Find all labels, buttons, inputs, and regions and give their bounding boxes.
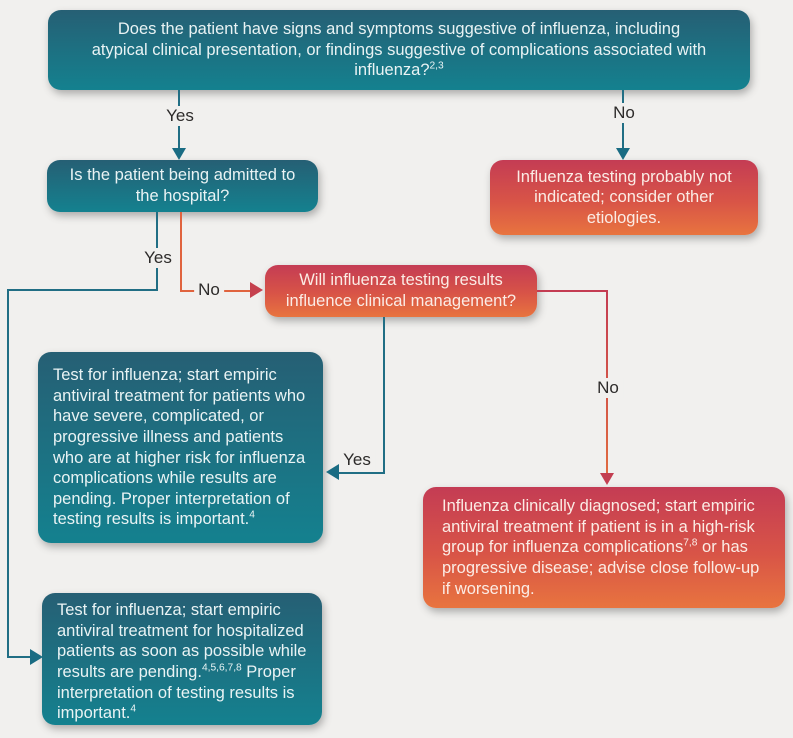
- arrow-right-icon: [30, 649, 43, 665]
- node-clinical-diagnosis: [423, 487, 785, 608]
- node-text: Influenza testing probably not indicated; consider other etiologies.: [516, 167, 732, 227]
- connector-admit-yes-h1: [7, 289, 158, 291]
- connector-will-yes-h: [339, 472, 385, 474]
- connector-will-no-h: [537, 290, 608, 292]
- connector-will-yes-v: [383, 317, 385, 473]
- connector-admit-no-v: [180, 212, 182, 292]
- node-test-higher-risk-patients: [38, 352, 323, 543]
- edge-label-no: No: [593, 378, 623, 398]
- edge-label-no: No: [609, 103, 639, 123]
- node-testing-not-indicated: [490, 160, 758, 235]
- node-influenza-signs-question: [48, 10, 750, 90]
- edge-label-no: No: [194, 280, 224, 300]
- arrow-down-icon: [600, 473, 614, 485]
- edge-label-yes: Yes: [339, 450, 375, 470]
- edge-label-yes: Yes: [140, 248, 176, 268]
- arrow-down-icon: [616, 148, 630, 160]
- edge-label-yes: Yes: [162, 106, 198, 126]
- node-text: Influenza clinically diagnosed; start empiric antiviral treatment if patient is in a high-risk group for influenza complications$^{7,8}$ or has progressive disease; advise close follow-up if worsening.: [442, 497, 760, 598]
- node-admission-question: [47, 160, 318, 212]
- node-text: Test for influenza; start empiric antiviral treatment for patients who have severe, complicated, or progressive illness and patients who are at higher risk for influenza complications while results are pending. Proper interpretation of testing results is important.$^4$: [53, 366, 306, 529]
- node-text: Will influenza testing results influence clinical management?: [285, 271, 517, 310]
- connector-admit-yes-h2: [7, 656, 31, 658]
- node-text: Is the patient being admitted to the hospital?: [69, 166, 296, 205]
- node-testing-influence-question: [265, 265, 537, 317]
- arrow-right-icon: [250, 282, 263, 298]
- node-test-hospitalized-patients: [42, 593, 322, 725]
- arrow-left-icon: [326, 464, 339, 480]
- node-text: Does the patient have signs and symptoms suggestive of influenza, including atypical clinical presentation, or findings suggestive of complications associated with influenza?$^{2,3}$: [91, 20, 707, 80]
- node-text: Test for influenza; start empiric antiviral treatment for hospitalized patients as soon as possible while results are pending.$^{4,5,6,7,8}$ Proper interpretation of testing results is important.$^4$: [57, 601, 307, 723]
- connector-admit-yes-v2: [7, 289, 9, 658]
- arrow-down-icon: [172, 148, 186, 160]
